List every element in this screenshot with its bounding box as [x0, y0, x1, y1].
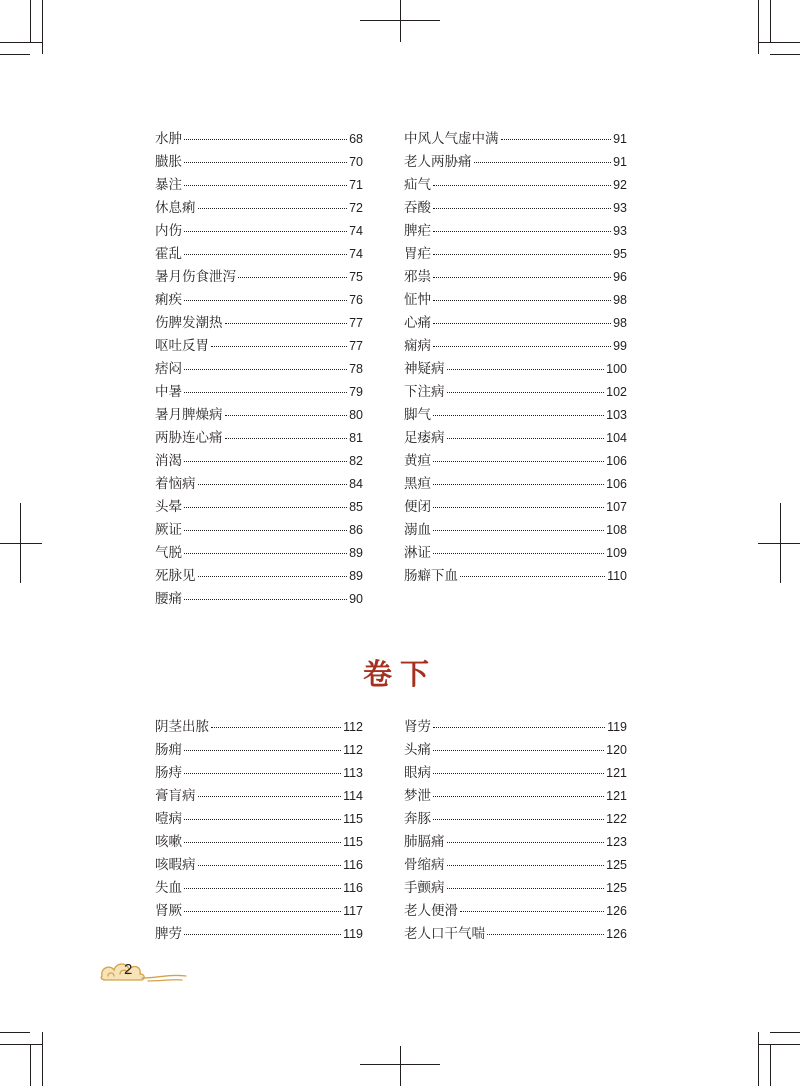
toc-entry: [155, 808, 363, 831]
crop-mark: [0, 42, 42, 43]
toc-entry: [155, 427, 363, 450]
crop-mark: [0, 1032, 30, 1033]
toc-entry: [404, 312, 627, 335]
toc-upper-right-column: [404, 128, 627, 588]
toc-entry-title: 痢疾: [155, 292, 182, 308]
toc-entry-page: 89: [349, 569, 363, 583]
crop-mark: [400, 0, 401, 42]
toc-entry-page: 116: [343, 881, 363, 895]
toc-entry-page: 71: [349, 178, 363, 192]
toc-entry: [404, 450, 627, 473]
toc-entry: [404, 174, 627, 197]
toc-entry-page: 125: [606, 858, 627, 872]
dot-leader: [184, 300, 347, 301]
toc-entry-title: 暑月伤食泄泻: [155, 269, 236, 285]
toc-entry: [404, 220, 627, 243]
toc-entry: [155, 381, 363, 404]
toc-entry: [155, 923, 363, 946]
toc-entry-title: 黄疸: [404, 453, 431, 469]
toc-entry-page: 75: [349, 270, 363, 284]
toc-entry-page: 93: [613, 224, 627, 238]
toc-entry-page: 117: [343, 904, 363, 918]
dot-leader: [184, 530, 347, 531]
toc-entry: [155, 739, 363, 762]
crop-mark: [360, 1064, 440, 1065]
toc-entry-title: 吞酸: [404, 200, 431, 216]
toc-entry: [155, 542, 363, 565]
dot-leader: [447, 842, 605, 843]
dot-leader: [474, 162, 612, 163]
dot-leader: [198, 484, 348, 485]
toc-entry-page: 100: [606, 362, 627, 376]
toc-entry-title: 足痿病: [404, 430, 445, 446]
toc-entry: [155, 854, 363, 877]
toc-entry-page: 104: [606, 431, 627, 445]
toc-entry-title: 中风人气虚中满: [404, 131, 499, 147]
dot-leader: [447, 392, 605, 393]
toc-entry-page: 77: [349, 339, 363, 353]
toc-upper-left-column: [155, 128, 363, 611]
toc-entry-page: 91: [613, 155, 627, 169]
dot-leader: [433, 819, 604, 820]
dot-leader: [184, 254, 347, 255]
toc-entry: [404, 473, 627, 496]
toc-entry-page: 98: [613, 316, 627, 330]
dot-leader: [433, 300, 611, 301]
toc-entry-title: 肾劳: [404, 719, 431, 735]
toc-entry: [404, 923, 627, 946]
toc-entry: [404, 404, 627, 427]
dot-leader: [433, 727, 605, 728]
dot-leader: [184, 934, 341, 935]
dot-leader: [433, 530, 604, 531]
toc-entry-page: 78: [349, 362, 363, 376]
toc-entry-page: 74: [349, 224, 363, 238]
toc-entry-page: 79: [349, 385, 363, 399]
toc-entry-page: 108: [606, 523, 627, 537]
toc-entry-title: 痞闷: [155, 361, 182, 377]
page-number: 2: [124, 961, 133, 978]
toc-entry: [404, 519, 627, 542]
toc-entry: [155, 312, 363, 335]
toc-entry-title: 腰痛: [155, 591, 182, 607]
toc-entry: [155, 831, 363, 854]
toc-entry: [155, 519, 363, 542]
toc-entry-title: 臌胀: [155, 154, 182, 170]
toc-entry-title: 水肿: [155, 131, 182, 147]
cloud-ornament-icon: [98, 956, 188, 986]
toc-entry: [155, 243, 363, 266]
dot-leader: [433, 507, 604, 508]
toc-lower-left-column: [155, 716, 363, 946]
dot-leader: [447, 369, 605, 370]
toc-entry: [404, 900, 627, 923]
toc-entry-page: 110: [607, 569, 627, 583]
dot-leader: [501, 139, 612, 140]
toc-entry-title: 痫病: [404, 338, 431, 354]
toc-entry-title: 内伤: [155, 223, 182, 239]
crop-mark: [0, 543, 42, 544]
crop-mark: [0, 54, 30, 55]
crop-mark: [400, 1046, 401, 1086]
toc-entry-page: 126: [606, 904, 627, 918]
toc-entry-title: 厥证: [155, 522, 182, 538]
toc-entry-title: 两胁连心痛: [155, 430, 223, 446]
toc-entry-title: 伤脾发潮热: [155, 315, 223, 331]
toc-entry-title: 霍乱: [155, 246, 182, 262]
dot-leader: [433, 553, 604, 554]
toc-entry-page: 116: [343, 858, 363, 872]
toc-entry: [155, 877, 363, 900]
toc-entry-title: 老人两胁痛: [404, 154, 472, 170]
toc-entry: [404, 243, 627, 266]
toc-entry-page: 80: [349, 408, 363, 422]
toc-entry-title: 消渴: [155, 453, 182, 469]
dot-leader: [433, 796, 604, 797]
toc-entry-title: 中暑: [155, 384, 182, 400]
dot-leader: [184, 553, 347, 554]
dot-leader: [184, 392, 347, 393]
toc-entry-page: 109: [606, 546, 627, 560]
toc-entry-title: 呕吐反胃: [155, 338, 209, 354]
dot-leader: [433, 750, 604, 751]
toc-entry: [155, 220, 363, 243]
toc-entry: [155, 174, 363, 197]
dot-leader: [184, 162, 347, 163]
dot-leader: [460, 576, 605, 577]
toc-entry: [404, 427, 627, 450]
toc-entry-title: 阴茎出脓: [155, 719, 209, 735]
toc-entry: [155, 289, 363, 312]
dot-leader: [198, 208, 348, 209]
crop-mark: [42, 0, 43, 54]
toc-entry-title: 骨缩病: [404, 857, 445, 873]
crop-mark: [758, 1032, 759, 1086]
toc-entry: [155, 128, 363, 151]
dot-leader: [433, 484, 604, 485]
toc-entry: [404, 877, 627, 900]
toc-entry-page: 93: [613, 201, 627, 215]
crop-mark: [0, 1044, 42, 1045]
toc-entry-page: 86: [349, 523, 363, 537]
toc-entry-page: 121: [606, 789, 627, 803]
toc-entry-page: 74: [349, 247, 363, 261]
dot-leader: [211, 346, 347, 347]
dot-leader: [184, 819, 341, 820]
toc-entry-title: 肠痔: [155, 765, 182, 781]
toc-entry-page: 114: [343, 789, 363, 803]
toc-entry: [155, 473, 363, 496]
toc-entry-page: 120: [606, 743, 627, 757]
toc-entry-page: 126: [606, 927, 627, 941]
crop-mark: [758, 1044, 800, 1045]
toc-entry-title: 肾厥: [155, 903, 182, 919]
toc-entry-page: 84: [349, 477, 363, 491]
toc-entry-title: 着恼病: [155, 476, 196, 492]
toc-entry-page: 70: [349, 155, 363, 169]
toc-entry-page: 72: [349, 201, 363, 215]
crop-mark: [360, 20, 440, 21]
toc-entry: [155, 716, 363, 739]
crop-mark: [30, 1044, 31, 1086]
dot-leader: [447, 888, 605, 889]
toc-entry-page: 112: [343, 743, 363, 757]
toc-entry: [404, 289, 627, 312]
toc-entry: [155, 762, 363, 785]
toc-entry-title: 溺血: [404, 522, 431, 538]
toc-entry-title: 暴注: [155, 177, 182, 193]
toc-entry: [404, 381, 627, 404]
crop-mark: [758, 42, 800, 43]
toc-entry-page: 102: [606, 385, 627, 399]
toc-entry-page: 90: [349, 592, 363, 606]
dot-leader: [433, 346, 611, 347]
dot-leader: [433, 254, 611, 255]
toc-entry: [404, 496, 627, 519]
toc-entry-title: 手颤病: [404, 880, 445, 896]
dot-leader: [447, 438, 605, 439]
toc-entry-title: 老人口干气喘: [404, 926, 485, 942]
toc-entry-title: 死脉见: [155, 568, 196, 584]
dot-leader: [447, 865, 605, 866]
toc-entry: [404, 762, 627, 785]
toc-entry-title: 暑月脾燥病: [155, 407, 223, 423]
toc-entry-title: 神疑病: [404, 361, 445, 377]
toc-entry-title: 脾劳: [155, 926, 182, 942]
crop-mark: [758, 543, 800, 544]
dot-leader: [225, 415, 348, 416]
toc-entry: [404, 808, 627, 831]
toc-entry: [404, 128, 627, 151]
toc-entry: [404, 197, 627, 220]
toc-entry: [155, 151, 363, 174]
toc-entry-page: 107: [606, 500, 627, 514]
toc-entry-page: 115: [343, 835, 363, 849]
dot-leader: [184, 599, 347, 600]
dot-leader: [198, 796, 342, 797]
dot-leader: [433, 185, 611, 186]
toc-entry-title: 头痛: [404, 742, 431, 758]
toc-entry-title: 老人便滑: [404, 903, 458, 919]
toc-entry-page: 81: [349, 431, 363, 445]
toc-entry: [155, 565, 363, 588]
dot-leader: [433, 773, 604, 774]
toc-entry-title: 气脱: [155, 545, 182, 561]
toc-entry-title: 头晕: [155, 499, 182, 515]
toc-entry-title: 邪祟: [404, 269, 431, 285]
dot-leader: [184, 750, 341, 751]
dot-leader: [184, 773, 341, 774]
crop-mark: [770, 1044, 771, 1086]
toc-lower-right-column: [404, 716, 627, 946]
toc-entry-page: 125: [606, 881, 627, 895]
toc-entry: [404, 854, 627, 877]
dot-leader: [184, 911, 341, 912]
dot-leader: [433, 277, 611, 278]
toc-entry-title: 下注病: [404, 384, 445, 400]
toc-entry-page: 91: [613, 132, 627, 146]
dot-leader: [225, 438, 348, 439]
dot-leader: [198, 865, 342, 866]
toc-entry-page: 85: [349, 500, 363, 514]
toc-entry: [404, 335, 627, 358]
toc-entry-page: 92: [613, 178, 627, 192]
toc-entry-page: 77: [349, 316, 363, 330]
dot-leader: [184, 842, 341, 843]
toc-entry-page: 82: [349, 454, 363, 468]
toc-entry-page: 95: [613, 247, 627, 261]
dot-leader: [198, 576, 348, 577]
toc-entry: [404, 565, 627, 588]
toc-entry-title: 奔豚: [404, 811, 431, 827]
toc-entry-page: 106: [606, 454, 627, 468]
dot-leader: [433, 208, 611, 209]
toc-entry-page: 96: [613, 270, 627, 284]
dot-leader: [433, 461, 604, 462]
dot-leader: [184, 461, 347, 462]
dot-leader: [184, 231, 347, 232]
dot-leader: [184, 139, 347, 140]
toc-entry-title: 心痛: [404, 315, 431, 331]
toc-entry-title: 胃疟: [404, 246, 431, 262]
dot-leader: [211, 727, 341, 728]
crop-mark: [758, 0, 759, 54]
dot-leader: [487, 934, 604, 935]
toc-entry: [155, 588, 363, 611]
toc-entry: [155, 266, 363, 289]
toc-entry-title: 肠痈: [155, 742, 182, 758]
crop-mark: [42, 1032, 43, 1086]
dot-leader: [184, 185, 347, 186]
toc-entry-title: 失血: [155, 880, 182, 896]
section-title: 卷下: [362, 657, 437, 691]
toc-entry-page: 103: [606, 408, 627, 422]
toc-entry-page: 119: [343, 927, 363, 941]
toc-entry: [404, 542, 627, 565]
toc-entry: [404, 785, 627, 808]
toc-entry-page: 121: [606, 766, 627, 780]
toc-entry-title: 咳嗽: [155, 834, 182, 850]
toc-entry-page: 113: [343, 766, 363, 780]
toc-entry-page: 106: [606, 477, 627, 491]
toc-entry-title: 怔忡: [404, 292, 431, 308]
toc-entry-page: 68: [349, 132, 363, 146]
toc-entry-title: 肺膈痛: [404, 834, 445, 850]
dot-leader: [433, 323, 611, 324]
dot-leader: [184, 888, 341, 889]
toc-entry-page: 122: [606, 812, 627, 826]
toc-entry-page: 98: [613, 293, 627, 307]
toc-entry: [155, 785, 363, 808]
toc-entry: [404, 266, 627, 289]
dot-leader: [460, 911, 604, 912]
toc-entry: [404, 151, 627, 174]
dot-leader: [433, 415, 604, 416]
toc-entry: [155, 197, 363, 220]
dot-leader: [225, 323, 348, 324]
crop-mark: [770, 1032, 800, 1033]
toc-entry-title: 便闭: [404, 499, 431, 515]
toc-entry-title: 脚气: [404, 407, 431, 423]
toc-entry-title: 膏肓病: [155, 788, 196, 804]
toc-entry-title: 噎病: [155, 811, 182, 827]
toc-entry-page: 112: [343, 720, 363, 734]
dot-leader: [433, 231, 611, 232]
toc-entry: [155, 900, 363, 923]
toc-entry-page: 119: [607, 720, 627, 734]
dot-leader: [184, 507, 347, 508]
toc-entry-title: 眼病: [404, 765, 431, 781]
toc-entry-title: 咳暇病: [155, 857, 196, 873]
toc-entry-page: 76: [349, 293, 363, 307]
toc-entry: [155, 496, 363, 519]
toc-entry-title: 梦泄: [404, 788, 431, 804]
toc-entry: [155, 404, 363, 427]
toc-entry: [155, 335, 363, 358]
crop-mark: [770, 0, 771, 42]
toc-entry-page: 123: [606, 835, 627, 849]
toc-entry-page: 89: [349, 546, 363, 560]
toc-entry: [404, 716, 627, 739]
toc-entry-title: 黑疸: [404, 476, 431, 492]
toc-entry-title: 淋证: [404, 545, 431, 561]
toc-entry: [404, 358, 627, 381]
toc-entry-page: 99: [613, 339, 627, 353]
toc-entry-title: 脾疟: [404, 223, 431, 239]
crop-mark: [770, 54, 800, 55]
toc-entry: [155, 358, 363, 381]
toc-entry-title: 休息痢: [155, 200, 196, 216]
crop-mark: [30, 0, 31, 42]
toc-entry: [404, 831, 627, 854]
toc-entry: [404, 739, 627, 762]
dot-leader: [238, 277, 347, 278]
toc-entry-page: 115: [343, 812, 363, 826]
dot-leader: [184, 369, 347, 370]
toc-entry-title: 疝气: [404, 177, 431, 193]
toc-entry-title: 肠癖下血: [404, 568, 458, 584]
toc-entry: [155, 450, 363, 473]
